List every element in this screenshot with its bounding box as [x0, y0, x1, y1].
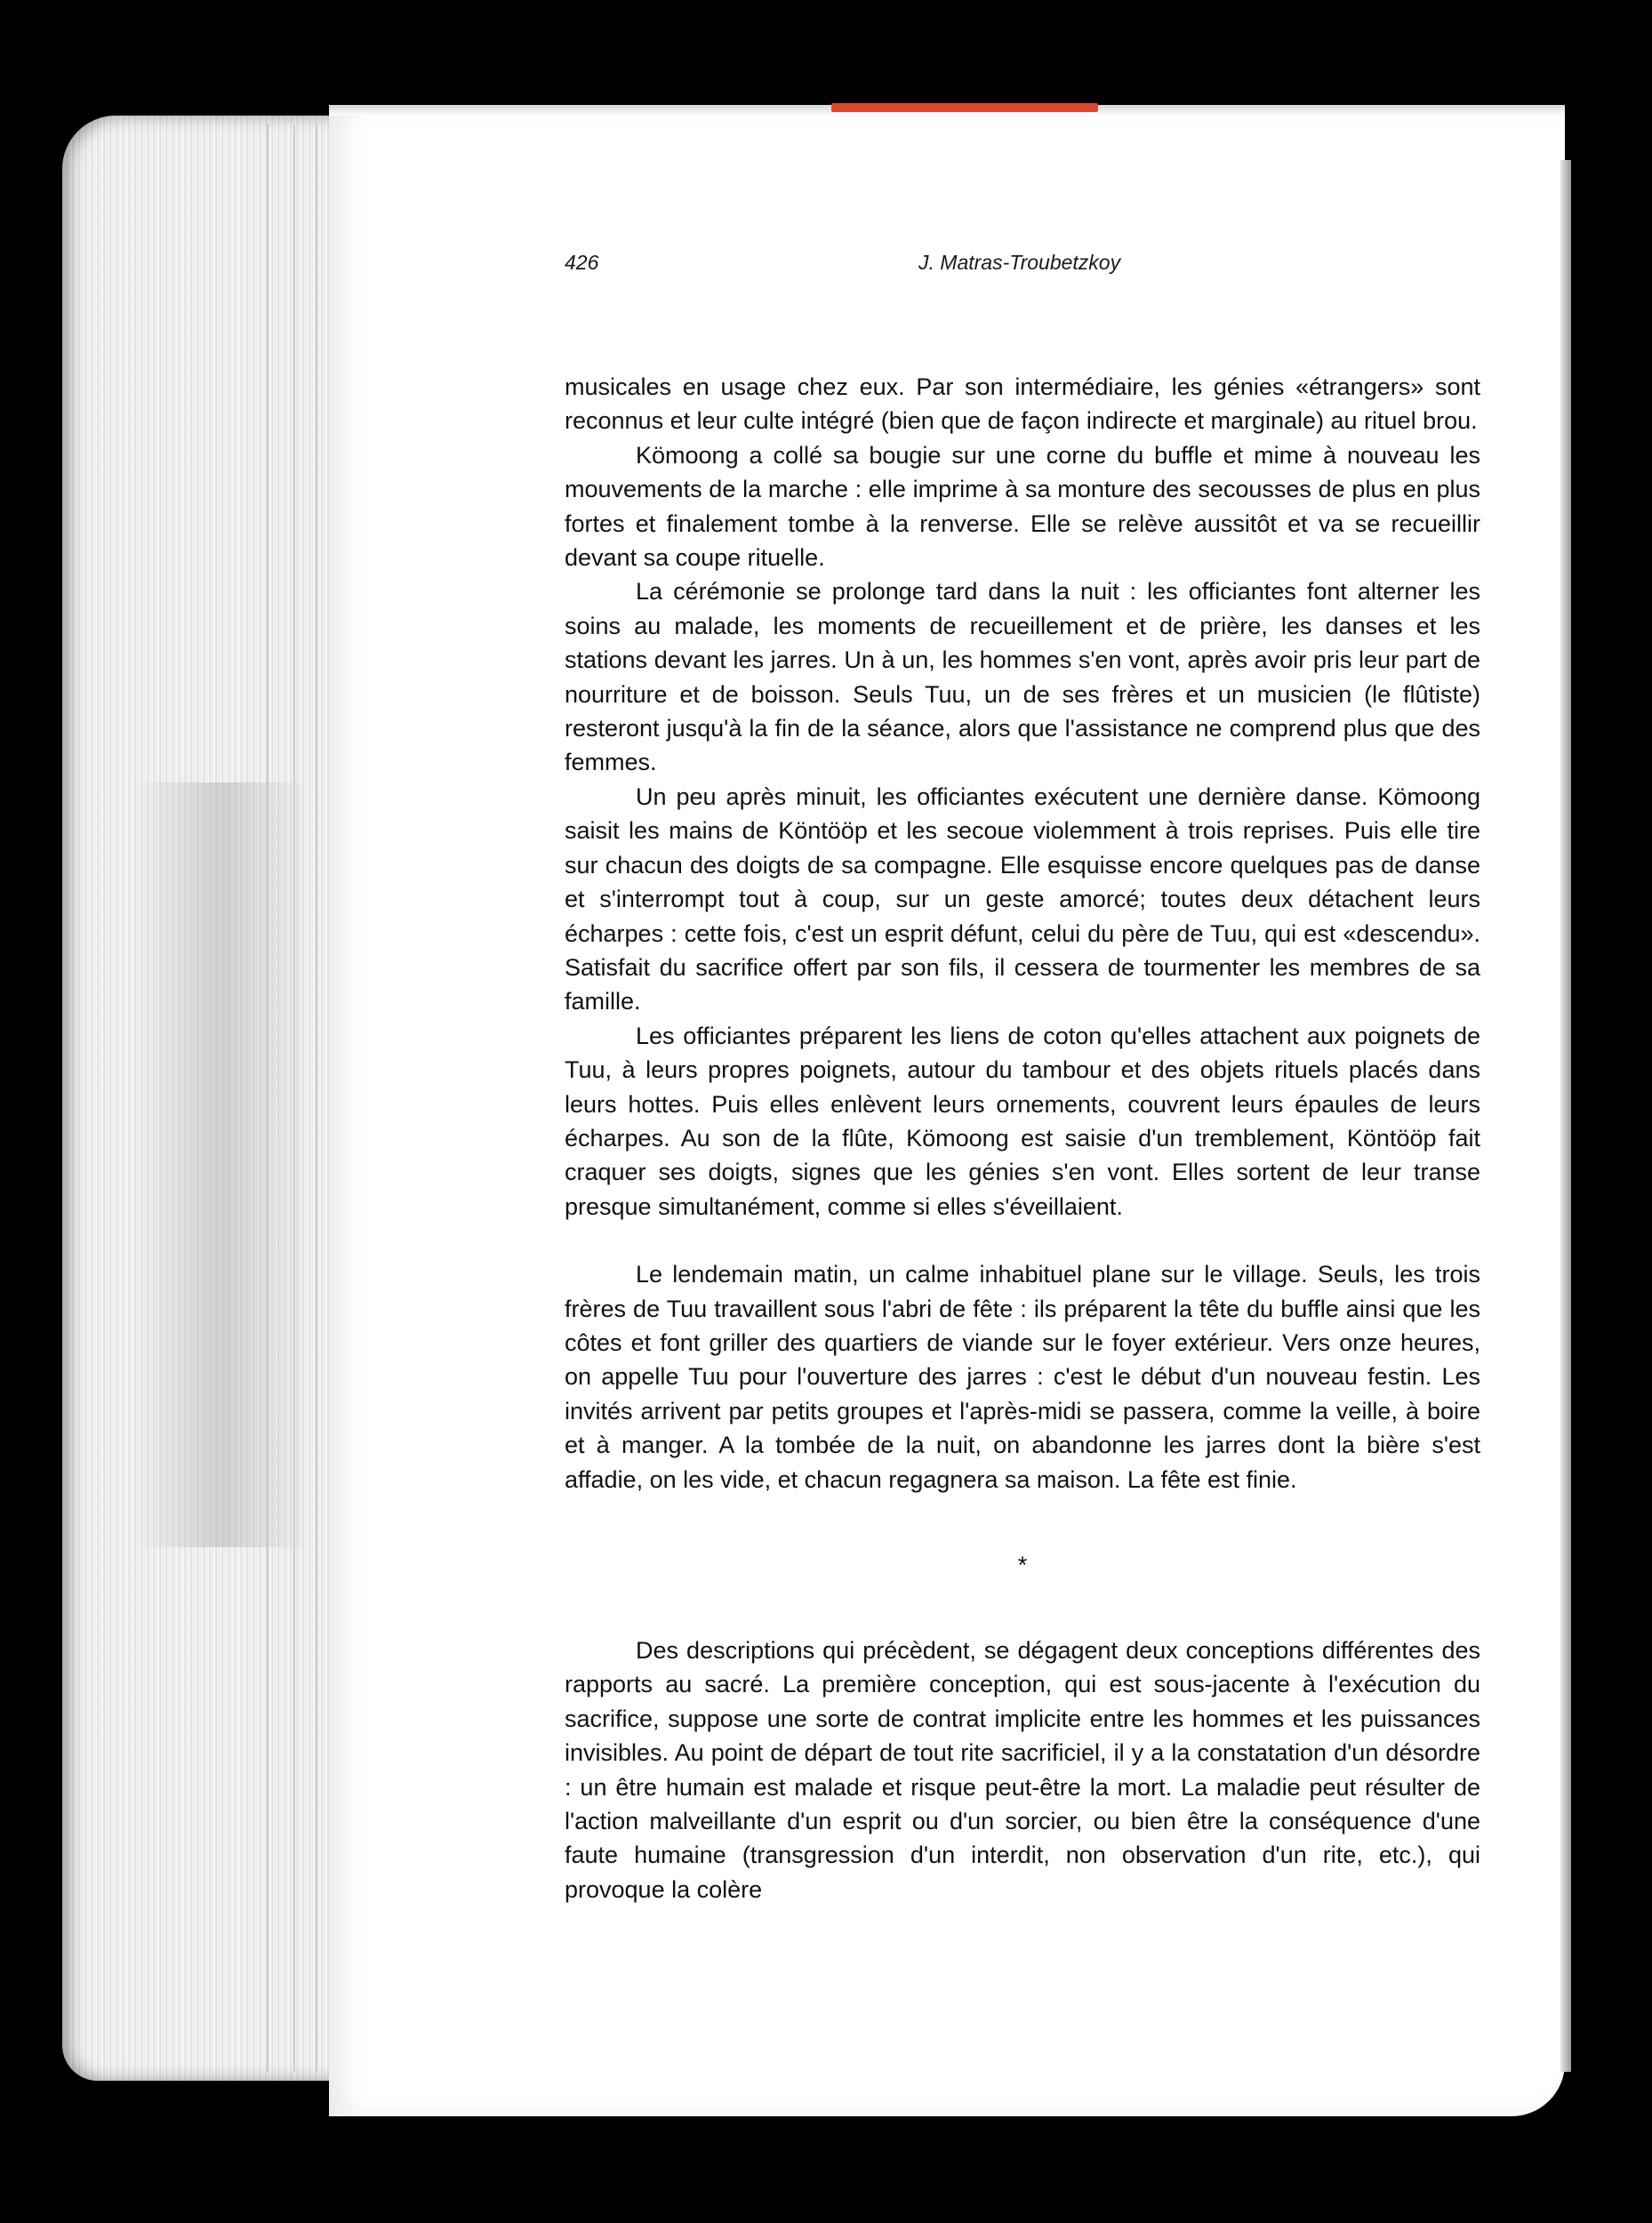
paragraph: Les officiantes préparent les liens de coton qu'elles attachent aux poignets de Tuu, à leurs propres poignets, autour du tambour et des objets rituels placés dans leurs hottes. Puis elles enlèvent leurs ornements, couvrent leurs épaules de leurs écharpes. Au son de la flûte, Kömoong est saisie d'un tremblement, Köntööp fait craquer ses doigts, signes que les génies s'en vont. Elles sortent de leur transe presque simultanément, comme si elles s'éveillaient. [565, 1022, 1480, 1220]
paragraph: Des descriptions qui précèdent, se dégagent deux conceptions différentes des rapports au sacré. La première conception, qui est sous-jacente à l'exécution du sacrifice, suppose une sorte de contrat implicite entre les hommes et les puissances invisibles. Au point de départ de tout rite sacrificiel, il y a la constatation d'un désordre : un être humain est malade et risque peut-être la mort. La maladie peut résulter de l'action malveillante d'un esprit ou d'un sorcier, ou bien être la conséquence d'une faute humaine (transgression d'un interdit, non observation d'un rite, etc.), qui provoque la colère [565, 1637, 1480, 1903]
paragraph: Un peu après minuit, les officiantes exécutent une dernière danse. Kömoong saisit les mains de Köntööp et les secoue violemment à trois reprises. Puis elle tire sur chacun des doigts de sa compagne. Elle esquisse encore quelques pas de danse et s'interrompt tout à coup, sur un geste amorcé; toutes deux détachent leurs écharpes : cette fois, c'est un esprit défunt, celui du père de Tuu, qui est «descendu». Satisfait du sacrifice offert par son fils, il cessera de tourmenter les membres de sa famille. [565, 782, 1480, 1015]
page-edge-shadow [133, 782, 311, 1547]
red-bookmark-strip [831, 103, 1098, 112]
page-right-edge [1560, 160, 1571, 2072]
running-head-author: J. Matras-Troubetzkoy [918, 251, 1121, 274]
body-text [565, 370, 1480, 1906]
section-break-asterisk: * [1017, 1552, 1028, 1578]
paragraph: Le lendemain matin, un calme inhabituel plane sur le village. Seuls, les trois frères de Tuu travaillent sous l'abri de fête : ils préparent la tête du buffle ainsi que les côtes et font griller des quartiers de viande sur le foyer extérieur. Vers onze heures, on appelle Tuu pour l'ouverture des jarres : c'est le début d'un nouveau festin. Les invités arrivent par petits groupes et l'après-midi se passera, comme la veille, à boire et à manger. A la tombée de la nuit, on abandonne les jarres dont la bière s'est affadie, on les vide, et chacun regagnera sa maison. La fête est finie. [565, 1261, 1480, 1493]
paragraph: musicales en usage chez eux. Par son intermédiaire, les génies «étrangers» sont reconnus et leur culte intégré (bien que de façon indirecte et marginale) au rituel brou. [565, 373, 1480, 435]
page-edge-line [293, 124, 295, 2072]
running-head [565, 251, 1498, 281]
paragraph: Kömoong a collé sa bougie sur une corne du buffle et mime à nouveau les mouvements de la marche : elle imprime à sa monture des secousses de plus en plus fortes et finalement tombe à la renverse. Elle se relève aussitôt et va se recueillir devant sa coupe rituelle. [565, 441, 1480, 572]
paragraph: La cérémonie se prolonge tard dans la nuit : les officiantes font alterner les soins au malade, les moments de recueillement et de prière, les danses et les stations devant les jarres. Un à un, les hommes s'en vont, après avoir pris leur part de nourriture et de boisson. Seuls Tuu, un de ses frères et un musicien (le flûtiste) resteront jusqu'à la fin de la séance, alors que l'assistance ne comprend plus que des femmes. [565, 578, 1480, 776]
page-number: 426 [565, 251, 599, 274]
page-edge-line [267, 124, 269, 2072]
page-edge-line [316, 124, 317, 2072]
